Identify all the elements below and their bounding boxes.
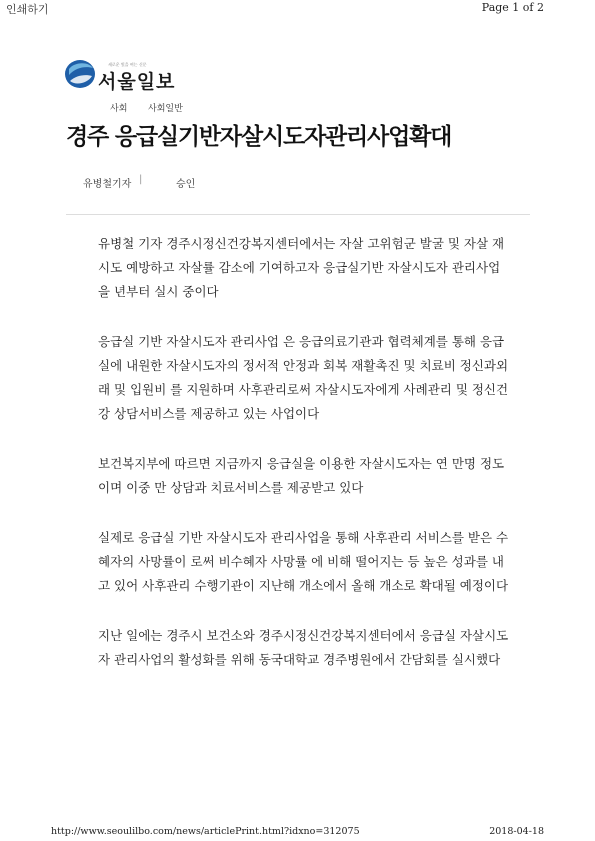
article-paragraph: 실제로 응급실 기반 자살시도자 관리사업을 통해 사후관리 서비스를 받은 수혜자의 사망률이 로써 비수혜자 사망률 에 비해 떨어지는 등 높은 성과를 내고 있어 사후관리 수행기관이 지난해 개소에서 올해 개소로 확대될 예정이다 (98, 530, 509, 593)
print-date: 2018-04-18 (489, 826, 544, 837)
print-page-title: 인쇄하기 (6, 3, 49, 16)
article-paragraph: 유병철 기자 경주시정신건강복지센터에서는 자살 고위험군 발굴 및 자살 재시도 예방하고 자살률 감소에 기여하고자 응급실기반 자살시도자 관리사업을 년부터 실시 중이다 (98, 236, 505, 299)
byline-author: 유병철기자 (83, 179, 132, 190)
category-society[interactable]: 사회 (110, 104, 128, 114)
logo-name: 서울일보 (98, 71, 176, 93)
article-paragraph: 지난 일에는 경주시 보건소와 경주시정신건강복지센터에서 응급실 자살시도자 관리사업의 활성화를 위해 동국대학교 경주병원에서 간담회를 실시했다 (98, 628, 509, 667)
article-paragraph: 보건복지부에 따르면 지금까지 응급실을 이용한 자살시도자는 연 만명 정도이며 이중 만 상담과 치료서비스를 제공받고 있다 (98, 456, 505, 495)
page-number: Page 1 of 2 (481, 1, 544, 14)
article-paragraph: 응급실 기반 자살시도자 관리사업 은 응급의료기관과 협력체계를 통해 응급실에 내원한 자살시도자의 정서적 안정과 회복 재활촉진 및 치료비 정신과외래 및 입원비 를 지원하며 사후관리로써 자살시도자에게 사례관리 및 정신건강 상담서비스를 제공하고 있는 사업이다 (98, 334, 509, 421)
article-body (98, 232, 512, 698)
approval-status: 승인 (176, 179, 196, 190)
category-society-general[interactable]: 사회일반 (148, 104, 183, 114)
article-url: http://www.seoulilbo.com/news/articlePrint.html?idxno=312075 (51, 826, 360, 837)
newspaper-logo (64, 58, 224, 94)
article-headline: 경주 응급실기반자살시도자관리사업확대 (66, 124, 452, 150)
byline-divider: | (139, 174, 143, 185)
logo-tagline: 새로운 빛을 여는 신문 (108, 62, 147, 67)
seoul-ilbo-logo-icon (64, 59, 96, 89)
header-divider (66, 214, 530, 215)
